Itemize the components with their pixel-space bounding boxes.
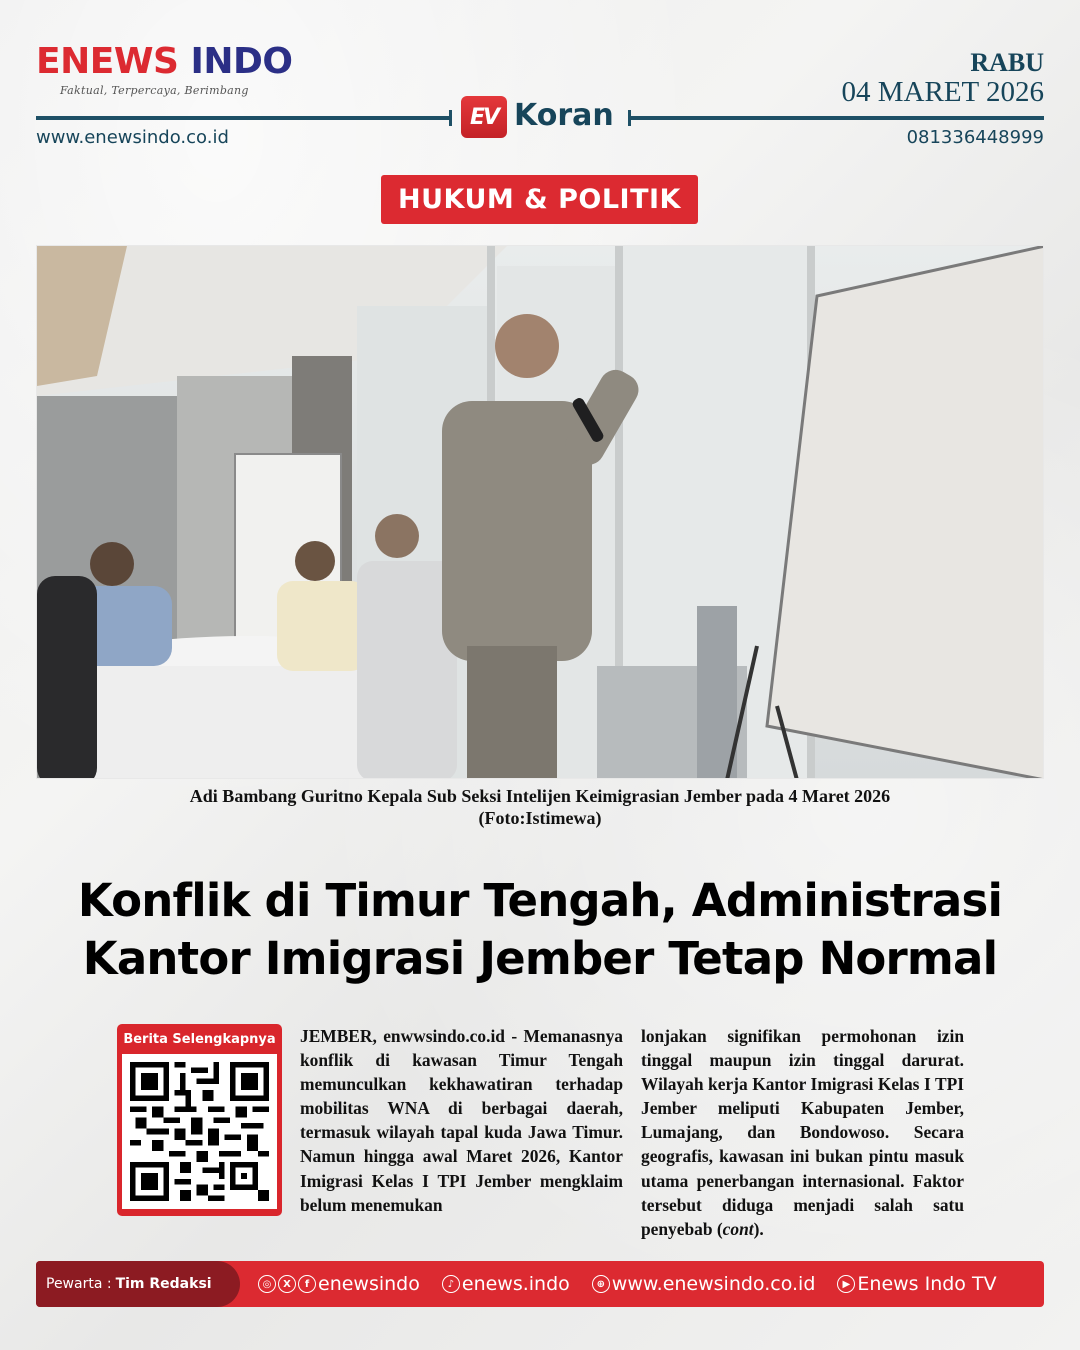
tiktok-icon: ♪ (442, 1275, 460, 1293)
article-column-2-text: lonjakan signifikan permohonan izin tinggal maupun izin tinggal darurat. Wilayah kerja Kantor Imigrasi Kelas I TPI Jember meliputi Kabupaten Jember, Lumajang, dan Bondowoso. Secara geografis, kawasan ini bukan pintu masuk utama penerbangan internasional. Faktor tersebut diduga menjadi salah satu penyebab ( (641, 1026, 964, 1239)
social-handle-text: enewsindo (318, 1273, 420, 1295)
photo-caption (36, 785, 1044, 829)
website-footer-link[interactable] (592, 1273, 816, 1295)
reporter-name: Tim Redaksi (115, 1276, 212, 1292)
qr-code-icon[interactable] (122, 1054, 277, 1209)
photo-illustration (37, 246, 1044, 779)
reporter-label: Pewarta : (46, 1276, 112, 1292)
article-photo (36, 245, 1044, 779)
contact-phone: 081336448999 (906, 127, 1044, 148)
headline-line-2: Kantor Imigrasi Jember Tetap Normal (82, 932, 998, 985)
category-badge: HUKUM & POLITIK (381, 175, 698, 224)
website-footer-text: www.enewsindo.co.id (611, 1273, 816, 1295)
headline-line-1: Konflik di Timur Tengah, Administrasi (77, 874, 1003, 927)
youtube-channel: Enews Indo TV (857, 1273, 997, 1295)
header-divider-right (628, 116, 1044, 120)
facebook-icon: f (298, 1275, 316, 1293)
article-column-2 (641, 1024, 964, 1241)
website-link[interactable]: www.enewsindo.co.id (36, 127, 229, 148)
youtube-link[interactable] (837, 1273, 996, 1295)
globe-icon: ⊕ (592, 1275, 610, 1293)
instagram-icon: ◎ (258, 1275, 276, 1293)
footer-bar (36, 1261, 1044, 1307)
edition-label: Koran (514, 98, 614, 133)
brand-logo (36, 41, 293, 82)
caption-text: Adi Bambang Guritno Kepala Sub Seksi Intelijen Keimigrasian Jember pada 4 Maret 2026 (189, 786, 891, 806)
article-column-1: JEMBER, enwwsindo.co.id - Memanasnya konflik di kawasan Timur Tengah memunculkan kekhawatiran terhadap mobilitas WNA di berbagai daerah, termasuk wilayah tapal kuda Jawa Timur. Namun hingga awal Maret 2026, Kantor Imigrasi Kelas I TPI Jember mengklaim belum menemukan (300, 1026, 623, 1215)
ev-logo-icon: EV (461, 96, 507, 138)
social-media-handle[interactable] (258, 1273, 420, 1295)
brand-name-enews: ENEWS (36, 41, 179, 82)
qr-title: Berita Selengkapnya (123, 1032, 276, 1047)
publish-date: 04 MARET 2026 (841, 76, 1044, 108)
x-twitter-icon: X (278, 1275, 296, 1293)
tiktok-handle: enews.indo (461, 1273, 570, 1295)
continued-marker: cont (722, 1218, 754, 1239)
reporter-credit (36, 1261, 240, 1307)
qr-pattern (130, 1062, 269, 1201)
article-headline (36, 872, 1044, 988)
publish-day: RABU (970, 48, 1044, 77)
caption-credit: (Foto:Istimewa) (478, 808, 602, 828)
article-column-2-end: ). (753, 1218, 764, 1239)
brand-tagline: Faktual, Terpercaya, Berimbang (60, 84, 249, 97)
tiktok-link[interactable] (442, 1273, 570, 1295)
youtube-icon: ▶ (837, 1275, 855, 1293)
brand-name-indo: INDO (190, 41, 293, 82)
header-divider-left (36, 116, 452, 120)
qr-code-card[interactable] (117, 1024, 282, 1216)
